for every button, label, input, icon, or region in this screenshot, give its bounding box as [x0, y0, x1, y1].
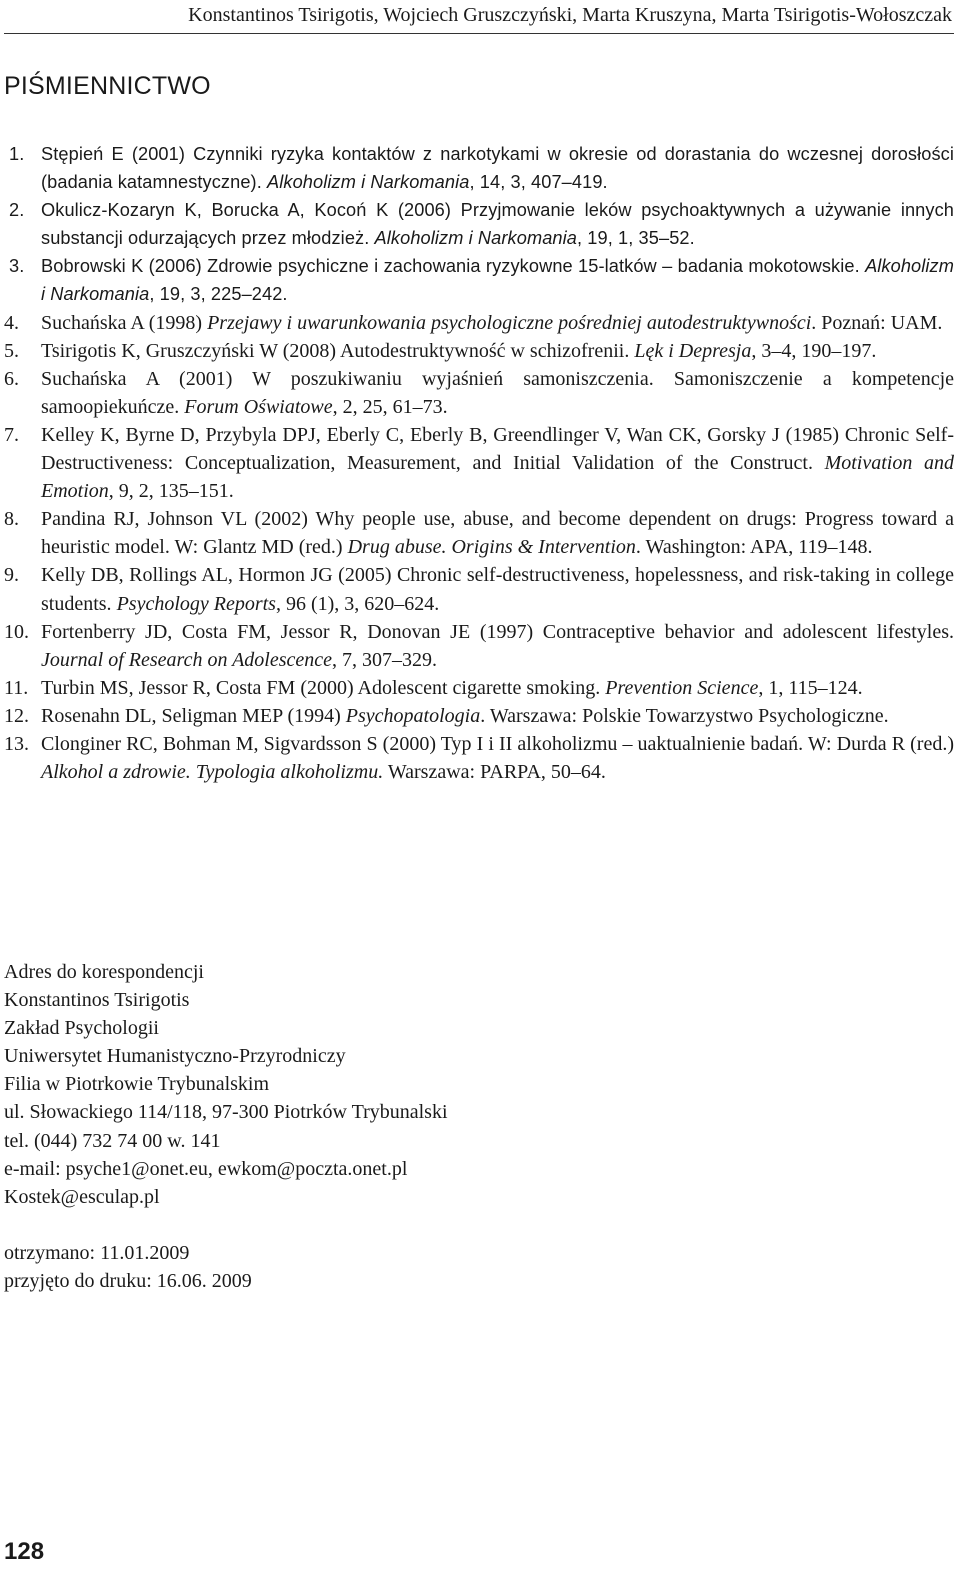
reference-source: Przejawy i uwarunkowania psychologiczne pośredniej autodestruktywności: [207, 311, 812, 334]
address-street: ul. Słowackiego 114/118, 97-300 Piotrków Trybunalski: [4, 1101, 448, 1124]
reference-text: Kelly DB, Rollings AL, Hormon JG (2005) Chronic self-destructiveness, hopelessness, and risk-taking in college students.: [41, 564, 954, 615]
address-university: Uniwersytet Humanistyczno-Przyrodniczy: [4, 1045, 346, 1068]
header-rule: [4, 33, 954, 34]
reference-item: [4, 140, 954, 196]
accepted-date: przyjęto do druku: 16.06. 2009: [4, 1270, 252, 1293]
reference-number: 9.: [4, 564, 19, 587]
reference-source: Psychopatologia: [345, 704, 481, 727]
reference-number: 10.: [4, 620, 29, 643]
reference-number: 6.: [4, 367, 19, 390]
address-heading: Adres do korespondencji: [4, 961, 204, 983]
reference-source: Lęk i Depresja: [634, 339, 752, 362]
reference-tail: . Warszawa: Polskie Towarzystwo Psychologiczne.: [480, 704, 889, 727]
reference-number: 8.: [4, 508, 19, 531]
reference-item: [4, 674, 954, 702]
reference-item: [4, 702, 954, 730]
address-phone: tel. (044) 732 74 00 w. 141: [4, 1129, 221, 1152]
reference-tail: , 96 (1), 3, 620–624.: [275, 592, 440, 615]
address-email: e-mail: psyche1@onet.eu, ewkom@poczta.onet.pl: [4, 1157, 408, 1180]
reference-text: Fortenberry JD, Costa FM, Jessor R, Donovan JE (1997) Contraceptive behavior and adolescent lifestyles.: [41, 620, 954, 643]
reference-source: Psychology Reports: [116, 592, 276, 615]
header-authors: Konstantinos Tsirigotis, Wojciech Gruszczyński, Marta Kruszyna, Marta Tsirigotis-Wołoszczak: [188, 4, 952, 26]
reference-text: Pandina RJ, Johnson VL (2002) Why people use, abuse, and become dependent on drugs: Progress toward a heuristic model. W: Glantz MD (red.): [41, 508, 954, 559]
reference-text: Bobrowski K (2006) Zdrowie psychiczne i zachowania ryzykowne 15-latków – badania mokotowskie.: [41, 256, 866, 277]
reference-tail: . Poznań: UAM.: [811, 311, 943, 334]
reference-number: 11.: [4, 676, 29, 699]
running-header: [0, 0, 960, 36]
reference-tail: , 19, 1, 35–52.: [576, 228, 695, 249]
reference-tail: , 9, 2, 135–151.: [108, 480, 234, 503]
reference-text: Rosenahn DL, Seligman MEP (1994): [41, 704, 346, 727]
reference-tail: , 2, 25, 61–73.: [332, 395, 448, 418]
reference-source: Drug abuse. Origins & Intervention: [347, 536, 636, 559]
reference-number: 7.: [4, 423, 19, 446]
reference-list: [4, 140, 954, 786]
reference-item: [4, 561, 954, 617]
correspondence-address: [4, 958, 448, 1211]
reference-item: [4, 505, 954, 561]
reference-tail: , 7, 307–329.: [332, 648, 438, 671]
reference-text: Kelley K, Byrne D, Przybyla DPJ, Eberly C, Eberly B, Greendlinger V, Wan CK, Gorsky J (1985) Chronic Self-Destructiveness: Conceptualization, Measurement, and Initial Validation of the Construct.: [41, 423, 954, 475]
received-date: otrzymano: 11.01.2009: [4, 1242, 190, 1264]
reference-tail: Warszawa: PARPA, 50–64.: [383, 761, 606, 784]
submission-dates: [4, 1239, 252, 1295]
section-title: PIŚMIENNICTWO: [4, 72, 211, 100]
reference-text: Clonginer RC, Bohman M, Sigvardsson S (2000) Typ I i II alkoholizmu – uaktualnienie badań. W: Durda R (red.): [41, 732, 954, 755]
reference-text: Okulicz-Kozaryn K, Borucka A, Kocoń K (2006) Przyjmowanie leków psychoaktywnych a używanie innych substancji odurzających przez młodzież.: [41, 200, 954, 249]
reference-item: [4, 309, 954, 337]
reference-tail: , 3–4, 190–197.: [751, 339, 877, 362]
address-email-alt: Kostek@esculap.pl: [4, 1185, 160, 1208]
reference-source: Motivation and Emotion: [41, 452, 954, 503]
reference-text: Suchańska A (2001) W poszukiwaniu wyjaśnień samoniszczenia. Samoniszczenie a kompetencje samoopiekuńcze.: [41, 367, 954, 418]
address-name: Konstantinos Tsirigotis: [4, 989, 190, 1012]
reference-tail: . Washington: APA, 119–148.: [635, 536, 873, 559]
reference-source: Alkoholizm i Narkomania: [374, 228, 577, 249]
reference-item: [4, 730, 954, 786]
reference-number: 12.: [4, 704, 29, 727]
reference-number: 5.: [4, 339, 19, 362]
reference-number: 2.: [9, 200, 25, 221]
reference-text: Turbin MS, Jessor R, Costa FM (2000) Adolescent cigarette smoking.: [41, 676, 606, 699]
reference-source: Forum Oświatowe: [184, 395, 333, 418]
reference-source: Prevention Science: [605, 676, 759, 699]
reference-number: 1.: [9, 144, 25, 164]
reference-item: [4, 421, 954, 505]
reference-text: Stępień E (2001) Czynniki ryzyka kontaktów z narkotykami w okresie od dorastania do wczesnej dorosłości (badania katamnestyczne).: [41, 144, 954, 193]
reference-item: [4, 252, 954, 308]
address-department: Zakład Psychologii: [4, 1017, 159, 1040]
reference-number: 3.: [9, 256, 25, 277]
reference-item: [4, 337, 954, 365]
reference-number: 13.: [4, 732, 29, 755]
reference-source: Alkoholizm i Narkomania: [267, 172, 470, 193]
reference-source: Alkoholizm i Narkomania: [41, 256, 954, 305]
reference-tail: , 1, 115–124.: [758, 676, 863, 699]
reference-number: 4.: [4, 311, 19, 334]
reference-item: [4, 196, 954, 252]
reference-text: Tsirigotis K, Gruszczyński W (2008) Autodestruktywność w schizofrenii.: [41, 339, 635, 362]
reference-text: Suchańska A (1998): [41, 311, 208, 334]
reference-source: Journal of Research on Adolescence: [41, 648, 333, 671]
reference-tail: , 19, 3, 225–242.: [149, 284, 288, 305]
address-branch: Filia w Piotrkowie Trybunalskim: [4, 1073, 270, 1096]
reference-source: Alkohol a zdrowie. Typologia alkoholizmu.: [41, 761, 384, 784]
reference-item: [4, 618, 954, 674]
reference-item: [4, 365, 954, 421]
reference-tail: , 14, 3, 407–419.: [469, 172, 608, 193]
page-number: 128: [4, 1538, 45, 1565]
